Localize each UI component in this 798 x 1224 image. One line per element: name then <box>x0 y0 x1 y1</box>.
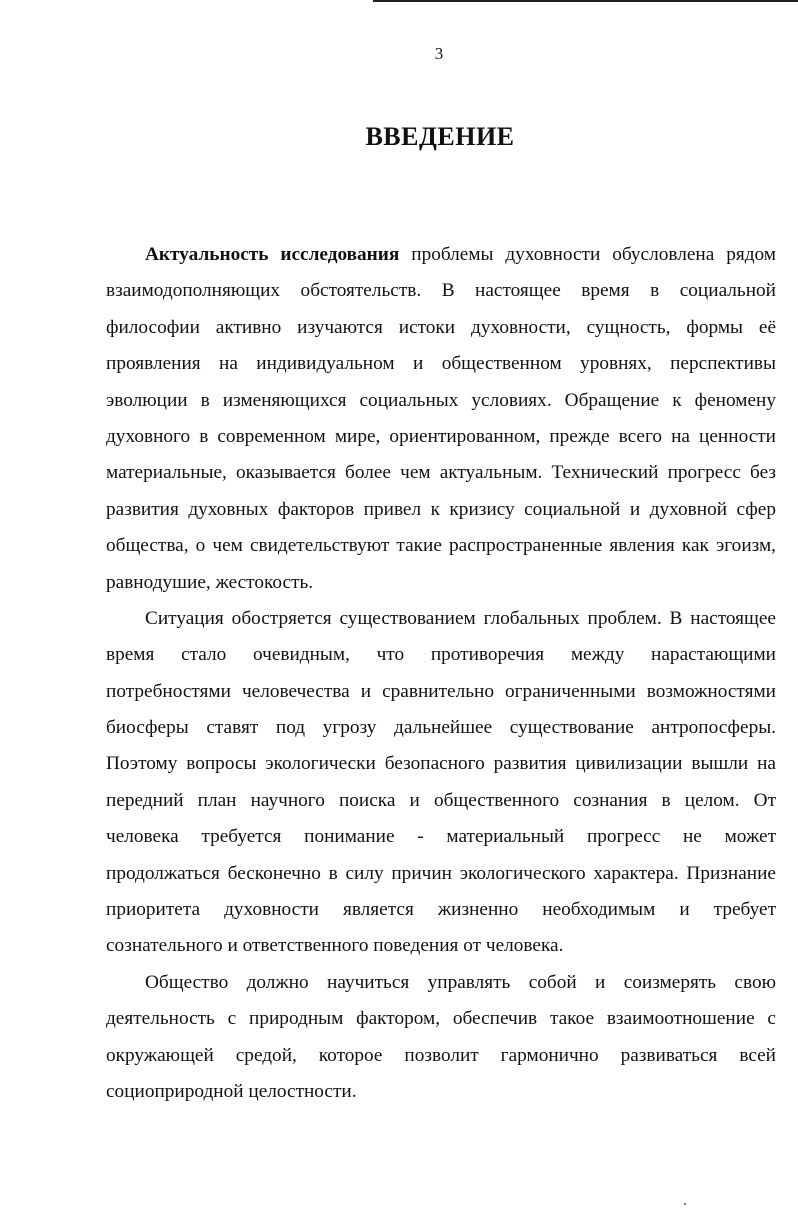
paragraph-3-line-2: деятельность с природным фактором, обеспечив такое взаимоотношение с <box>106 1008 776 1030</box>
paragraph-2-line-2: время стало очевидным, что противоречия между нарастающими <box>106 644 776 666</box>
page-title: ВВЕДЕНИЕ <box>365 122 515 151</box>
paragraph-3-line-4: социоприродной целостности. <box>106 1080 357 1102</box>
paragraph-2-line-9: приоритета духовности является жизненно необходимым и требует <box>106 899 776 921</box>
paragraph-2-line-7: человека требуется понимание - материальный прогресс не может <box>106 826 776 848</box>
paragraph-1-line-4: проявления на индивидуальном и общественном уровнях, перспективы <box>106 353 776 375</box>
paragraph-1-line-7: материальные, оказывается более чем актуальным. Технический прогресс без <box>106 462 776 484</box>
paragraph-1-line-6: духовного в современном мире, ориентированном, прежде всего на ценности <box>106 425 776 447</box>
paragraph-1-line-9: общества, о чем свидетельствуют такие распространенные явления как эгоизм, <box>106 535 776 557</box>
paragraph-1-line-5: эволюции в изменяющихся социальных условиях. Обращение к феномену <box>106 389 776 411</box>
paragraph-2-line-5: Поэтому вопросы экологически безопасного развития цивилизации вышли на <box>106 753 776 775</box>
paragraph-1-line-3: философии активно изучаются истоки духовности, сущность, формы её <box>106 316 776 338</box>
paragraph-1-line-1-text: проблемы духовности обусловлена рядом <box>399 244 776 265</box>
body-text <box>106 237 776 1110</box>
scan-speck <box>684 1203 686 1205</box>
top-rule <box>373 0 798 2</box>
paragraph-2-line-10: сознательного и ответственного поведения от человека. <box>106 935 564 957</box>
paragraph-3-line-3: окружающей средой, которое позволит гармонично развиваться всей <box>106 1044 776 1066</box>
paragraph-1-lead: Актуальность исследования <box>145 244 400 265</box>
paragraph-2-line-4: биосферы ставят под угрозу дальнейшее существование антропосферы. <box>106 717 776 739</box>
paragraph-2-line-1: Ситуация обостряется существованием глобальных проблем. В настоящее <box>145 607 776 629</box>
page-number: 3 <box>434 44 444 63</box>
paragraph-2-line-8: продолжаться бесконечно в силу причин экологического характера. Признание <box>106 862 776 884</box>
paragraph-2-line-6: передний план научного поиска и общественного сознания в целом. От <box>106 789 776 811</box>
paragraph-1-line-10: равнодушие, жестокость. <box>106 571 314 593</box>
paragraph-1-line-1 <box>106 237 776 273</box>
paragraph-1-line-2: взаимодополняющих обстоятельств. В настоящее время в социальной <box>106 280 776 302</box>
paragraph-2-line-3: потребностями человечества и сравнительно ограниченными возможностями <box>106 680 776 702</box>
paragraph-1-line-8: развития духовных факторов привел к кризису социальной и духовной сфер <box>106 498 776 520</box>
paragraph-3-line-1: Общество должно научиться управлять собой и соизмерять свою <box>145 971 776 993</box>
